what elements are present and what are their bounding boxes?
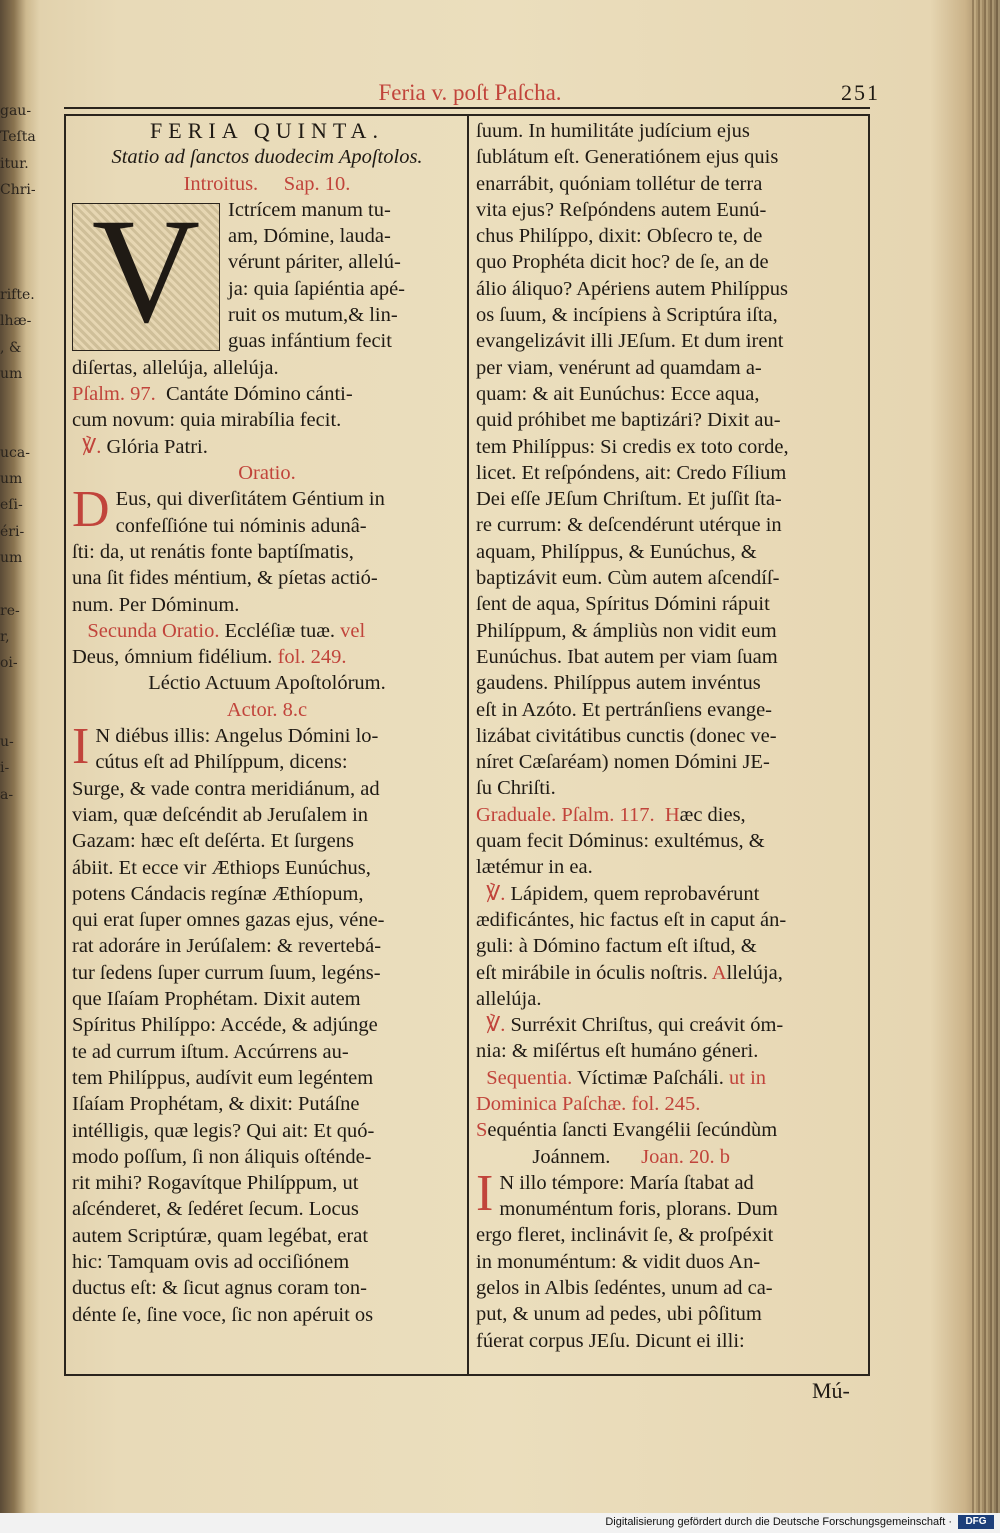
statio-line: Statio ad ſanctos duodecim Apoſtolos. <box>111 146 423 169</box>
lectio-text-line: hic: Tamquam ovis ad occiſiónem <box>72 1250 350 1273</box>
right-column <box>476 118 866 1354</box>
evangelium-text: equéntia ſancti Evangélii ſecúndùm <box>487 1119 778 1142</box>
margin-fragment <box>0 389 30 415</box>
oratio-text-line: num. Per Dóminum. <box>72 593 240 616</box>
lectio-text-line: ſent de aqua, Spíritus Dómini rápuit <box>476 593 770 616</box>
lectio-lines <box>72 718 462 1328</box>
psalm-label: Pſalm. 97. <box>72 383 156 406</box>
dominica-fol: fol. 245. <box>631 1092 701 1115</box>
lapidem-lines <box>476 881 866 986</box>
introitus-tail: diſertas, allelúja, allelúja. <box>72 356 279 379</box>
evangelium-ref: Joan. 20. b <box>641 1145 730 1168</box>
lectio-text-line: gaudens. Philíppus autem invéntus <box>476 672 761 695</box>
versicle-icon: ℣. <box>486 882 511 905</box>
oratio-block <box>72 481 462 617</box>
secunda-vel: vel <box>340 619 366 642</box>
margin-fragment: uca- <box>0 444 30 461</box>
lectio-text-line: rat adoráre in Jerúſalem: & revertebá- <box>72 935 382 958</box>
evangelium-text-line: in monuméntum: & vidit duos An- <box>476 1250 761 1273</box>
lapidem-text-line: guli: à Dómino factum eſt iſtud, & <box>476 935 757 958</box>
lectio-text-line: licet. Et reſpóndens, ait: Credo Fílium <box>476 461 787 484</box>
oratio-text-line: Eus, qui diverſitátem Géntium in <box>115 488 385 511</box>
alleluja-line-2: allelúja. <box>476 987 542 1010</box>
lectio-initial: I <box>72 718 90 776</box>
margin-fragment: eſi- <box>0 497 23 514</box>
illo-initial: I <box>476 1164 494 1222</box>
evangelium-text-line: gelos in Albis ſedéntes, unum ad ca- <box>476 1277 773 1300</box>
margin-fragment <box>0 679 30 705</box>
oratio-text-line: confeſſióne tui nóminis adunâ- <box>115 514 367 537</box>
lectio-text-line: Eunúchus. Ibat autem per viam ſuam <box>476 645 778 668</box>
introitus-text-line: am, Dómine, lauda- <box>228 225 391 248</box>
margin-fragment: um <box>0 471 23 488</box>
lectio-ref: Actor. 8.c <box>226 698 308 721</box>
introitus-text-line: ja: quia ſapiéntia apé- <box>228 277 406 300</box>
introitus-ref: Sap. 10. <box>283 172 351 195</box>
graduale-text: æc dies, <box>679 803 746 826</box>
evangelium-joannem: Joánnem. <box>532 1145 611 1168</box>
evangelium-line-2 <box>476 1144 866 1170</box>
graduale-initial: H <box>664 803 680 826</box>
sequentia-text: Víctimæ Paſcháli. <box>576 1066 724 1089</box>
illo-block <box>476 1164 866 1354</box>
evangelium-line <box>476 1117 866 1143</box>
lectio-text-line: modo poſſum, ſi non áliquis oſténde- <box>72 1145 372 1168</box>
margin-fragment <box>0 205 30 231</box>
graduale-line <box>476 802 866 828</box>
margin-fragment: Teſta <box>0 129 36 146</box>
lectio-text-line: tem Philíppus, audívit eum legéntem <box>72 1066 374 1089</box>
deus-line <box>72 644 462 670</box>
graduale-lines <box>476 828 866 881</box>
lectio-text-line: re currum: & deſcendérunt utérque in <box>476 514 782 537</box>
introitus-label: Introitus. <box>183 172 259 195</box>
psalm-line <box>72 381 462 407</box>
lectio-text-line: ſu Chriſti. <box>476 777 556 800</box>
margin-fragment: lhæ- <box>0 313 32 330</box>
margin-fragment <box>0 573 30 599</box>
book-edge <box>972 0 1000 1533</box>
lectio-text-line: ábiit. Et ecce vir Æthiops Eunúchus, <box>72 856 371 879</box>
oratio-label: Oratio. <box>238 462 296 485</box>
gloria-line <box>72 434 462 460</box>
margin-fragment: Chri- <box>0 181 36 198</box>
fol-ref: fol. 249. <box>277 646 347 669</box>
margin-fragment: , & <box>0 339 22 356</box>
lectio-text-line: Surge, & vade contra meridiánum, ad <box>72 777 380 800</box>
running-head <box>60 80 880 110</box>
lectio-continued <box>476 118 866 802</box>
introitus-text-line: vérunt páriter, allelú- <box>228 251 401 274</box>
lectio-text-line: dénte ſe, ſine voce, ſic non apéruit os <box>72 1303 374 1326</box>
illo-lines <box>476 1164 866 1354</box>
running-title: Feria v. poſt Paſcha. <box>378 80 562 105</box>
lectio-text-line: autem Scriptúræ, quam legébat, erat <box>72 1224 369 1247</box>
deus-text: Deus, ómnium fidélium. <box>72 646 273 669</box>
evangelium-text-line: ergo fleret, inclinávit ſe, & proſpéxit <box>476 1224 774 1247</box>
lectio-text-line: viam, quæ deſcéndit ab Jeruſalem in <box>72 803 369 826</box>
lectio-text-line: Spíritus Philíppo: Accéde, & adjúnge <box>72 1014 378 1037</box>
dominica-line <box>476 1091 866 1117</box>
margin-fragment: um <box>0 550 23 567</box>
surrexit-text-line: ℣. Surréxit Chriſtus, qui creávit óm- <box>486 1014 784 1037</box>
margin-fragment <box>0 416 30 442</box>
lectio-text-line: álio áliquo? Apériens autem Philíppus <box>476 277 789 300</box>
lapidem-text-line: eſt mirábile in óculis noſtris. Allelúja, <box>476 961 783 984</box>
lectio-text-line: lizábat civitátibus cunctis (donec ve- <box>476 724 777 747</box>
lectio-block <box>72 718 462 1328</box>
margin-fragment: gau- <box>0 103 32 119</box>
alleluja-initial: A <box>707 961 727 984</box>
sequentia-label: Sequentia. <box>486 1066 573 1089</box>
margin-fragment: um <box>0 365 23 382</box>
lectio-title: Léctio Actuum Apoſtolórum. <box>148 672 386 695</box>
lectio-text-line: que Iſaíam Prophétam. Dixit autem <box>72 988 361 1011</box>
oratio-lines <box>72 481 462 617</box>
margin-fragment: r, <box>0 628 10 645</box>
margin-fragment: a- <box>0 786 14 803</box>
lectio-text-line: qui erat ſuper omnes gazas ejus, véne- <box>72 909 385 932</box>
graduale-text-line: quam fecit Dóminus: exultémus, & <box>476 830 765 853</box>
introitus-text-line: guas infántium fecit <box>228 330 392 353</box>
lectio-text-line: os ſuum, & incípiens à Scriptúra iſta, <box>476 304 778 327</box>
margin-fragment: éri- <box>0 523 25 540</box>
secunda-text: Eccléſiæ tuæ. <box>224 619 336 642</box>
versicle-icon: ℣. <box>82 435 102 458</box>
lectio-text-line: aſcénderet, & ſedéret ſecum. Locus <box>72 1198 359 1221</box>
sequentia-line <box>476 1065 866 1091</box>
lectio-text-line: tur ſedens ſuper currum ſuum, legéns- <box>72 961 381 984</box>
lectio-text-line: eſt in Azóto. Et pertránſiens evange- <box>476 698 773 721</box>
dominica-label: Dominica Paſchæ. <box>476 1092 627 1115</box>
introitus-block <box>72 187 462 355</box>
page-number: 251 <box>841 80 880 105</box>
secunda-line <box>72 618 462 644</box>
lectio-text-line: quo Prophéta dicit hoc? de ſe, an de <box>476 251 769 274</box>
lectio-text-line: rit mihi? Rogavítque Philíppum, ut <box>72 1172 359 1195</box>
margin-fragment: u- <box>0 734 14 751</box>
lectio-text-line: N diébus illis: Angelus Dómini lo- <box>95 725 379 748</box>
lapidem-text-line: ℣. Lápidem, quem reprobavérunt <box>486 882 760 905</box>
lectio-text-line: baptizávit eum. Cùm autem aſcendíſ- <box>476 567 780 590</box>
lectio-text-line: níret Cæſaréam) nomen Dómini JE- <box>476 751 770 774</box>
lectio-text-line: enarrábit, quóniam tollétur de terra <box>476 172 763 195</box>
surrexit-text-line: nia: & miſértus eſt humáno géneri. <box>476 1040 759 1063</box>
lectio-text-line: evangelizávit illi JEſum. Et dum irent <box>476 330 784 353</box>
margin-fragment <box>0 705 30 731</box>
catchword: Mú- <box>812 1378 850 1403</box>
lectio-text-line: Dei eſſe JEſum Chriſtum. Et juſſit ſta- <box>476 488 782 511</box>
dfg-logo: DFG <box>958 1515 994 1529</box>
psalm-text: Cantáte Dómino cánti- <box>165 383 353 406</box>
evangelium-text-line: N illo témpore: María ſtabat ad <box>499 1171 754 1194</box>
feria-title: FERIA QUINTA. <box>150 118 384 143</box>
lectio-text-line: chus Philíppo, dixit: Obſecro te, de <box>476 225 763 248</box>
margin-fragment: re- <box>0 602 20 619</box>
introitus-text-line: Ictrícem manum tu- <box>228 198 391 221</box>
lectio-text-line: te ad currum iſtum. Accúrrens au- <box>72 1040 349 1063</box>
header-rule <box>64 107 870 109</box>
graduale-label: Graduale. Pſalm. 117. <box>476 803 655 826</box>
evangelium-text-line: fúerat corpus JEſu. Dicunt ei illi: <box>476 1329 745 1352</box>
lectio-text-line: intélligis, quæ legis? Qui ait: Et quó- <box>72 1119 375 1142</box>
lectio-text-line: aquam, Philíppus, & Eunúchus, & <box>476 540 757 563</box>
margin-fragment: oi- <box>0 655 18 672</box>
evangelium-text-line: monuméntum foris, plorans. Dum <box>499 1198 778 1221</box>
margin-fragment: rifte. <box>0 287 35 304</box>
evangelium-text-line: put, & unum ad pedes, ubi pôſitum <box>476 1303 762 1326</box>
margin-fragment: i- <box>0 760 10 777</box>
lectio-text-line: ductus eſt: & ſicut agnus coram ton- <box>72 1277 367 1300</box>
lectio-text-line: potens Cándacis regínæ Æthíopum, <box>72 882 364 905</box>
surrexit-lines <box>476 1012 866 1065</box>
margin-fragment <box>0 258 30 284</box>
gloria-text: Glória Patri. <box>106 435 208 458</box>
lectio-text-line: tem Philíppus: Si credis ex toto corde, <box>476 435 789 458</box>
lectio-text-line: quid próhibet me baptizári? Dixit au- <box>476 409 781 432</box>
lectio-text-line: per viam, venérunt ad quamdam a- <box>476 356 762 379</box>
oratio-initial: D <box>72 481 110 539</box>
margin-fragment <box>0 231 30 257</box>
sequentia-ut-in: ut in <box>729 1066 767 1089</box>
oratio-text-line: una ſit fides méntium, & píetas actió- <box>72 567 378 590</box>
lectio-text-line: Iſaíam Prophétam, & dixit: Putáſne <box>72 1093 360 1116</box>
lectio-text-line: ſuum. In humilitáte judícium ejus <box>476 120 750 142</box>
lectio-text-line: Philíppum, & ámpliùs non vidit eum <box>476 619 777 642</box>
lectio-text-line: Gazam: hæc eſt deſérta. Et ſurgens <box>72 830 354 853</box>
margin-fragment: itur. <box>0 155 29 172</box>
secunda-label: Secunda Oratio. <box>87 619 220 642</box>
lapidem-text-line: ædificántes, hic factus eſt in caput án- <box>476 908 787 931</box>
left-margin-sliver <box>0 100 36 860</box>
introitus-text-line: ruit os mutum,& lin- <box>228 304 398 327</box>
graduale-text-line: lætémur in ea. <box>476 856 593 879</box>
lectio-text-line: quam: & ait Eunúchus: Ecce aqua, <box>476 382 760 405</box>
lectio-text-line: vita ejus? Reſpóndens autem Eunú- <box>476 198 767 221</box>
evangelium-initial: S <box>476 1119 488 1142</box>
alleluja-text: llelúja, <box>726 961 783 984</box>
versicle-icon: ℣. <box>486 1014 511 1037</box>
oratio-text-line: ſti: da, ut renátis fonte baptíſmatis, <box>72 540 354 563</box>
lectio-text-line: cútus eſt ad Philíppum, dicens: <box>95 751 348 774</box>
footer-text: Digitalisierung gefördert durch die Deutsche Forschungsgemeinschaft · <box>605 1516 952 1528</box>
ornamental-initial-v: V <box>72 203 220 351</box>
psalm-line-2: cum novum: quia mirabília fecit. <box>72 409 342 432</box>
column-divider <box>467 114 469 1376</box>
left-column <box>72 118 462 1328</box>
lectio-text-line: ſublátum eſt. Generatiónem ejus quis <box>476 146 779 169</box>
